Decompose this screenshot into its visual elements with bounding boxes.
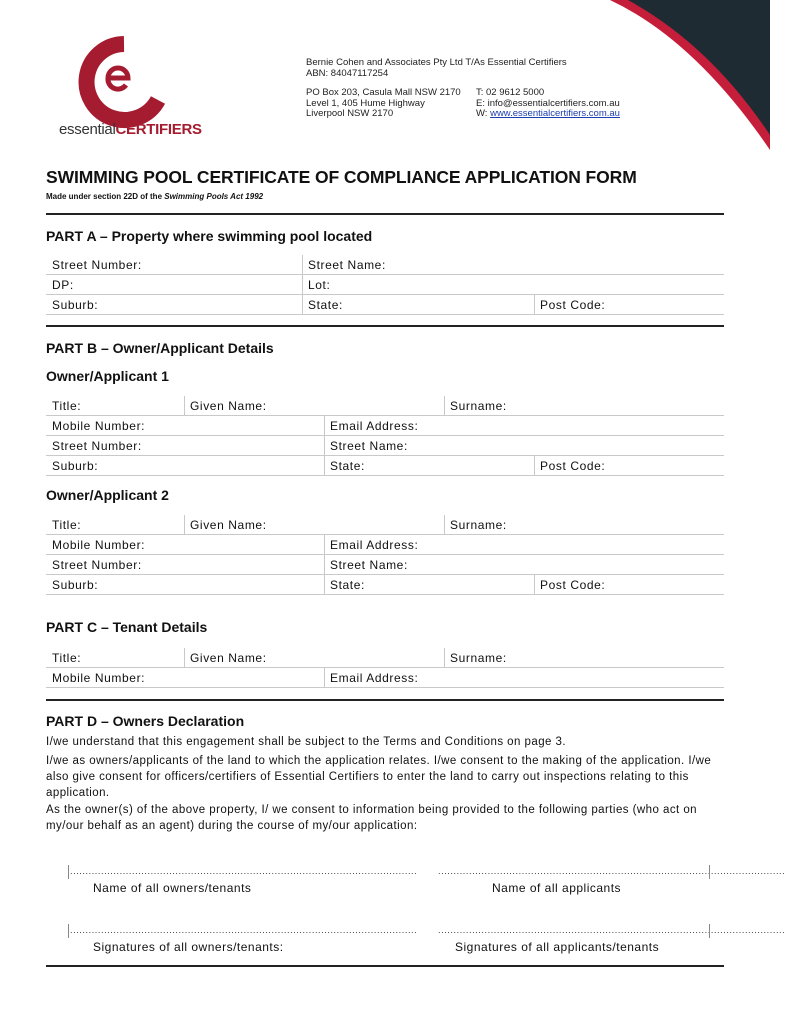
tenant-surname-field[interactable]: Surname: <box>450 651 507 665</box>
field-divider <box>444 515 445 534</box>
declaration-paragraph-1: I/we understand that this engagement shall be subject to the Terms and Conditions on page 3. <box>46 736 567 748</box>
field-divider <box>534 456 535 475</box>
form-title: SWIMMING POOL CERTIFICATE OF COMPLIANCE APPLICATION FORM <box>46 167 637 187</box>
part-c-heading: PART C – Tenant Details <box>46 619 208 635</box>
owner-1-surname-field[interactable]: Surname: <box>450 399 507 413</box>
owner-2-row-name <box>46 515 724 535</box>
field-divider <box>184 648 185 667</box>
field-divider <box>324 555 325 574</box>
field-corner-mark <box>709 865 710 879</box>
tenant-row-contact <box>46 668 724 688</box>
owner-1-post-code-field[interactable]: Post Code: <box>540 459 606 473</box>
part-a-row-street <box>46 255 724 275</box>
tenant-row-name <box>46 648 724 668</box>
owners-name-label: Name of all owners/tenants <box>93 881 252 895</box>
owner-2-post-code-field[interactable]: Post Code: <box>540 578 606 592</box>
applicants-name-line[interactable]: ................................................................................................................ <box>438 866 785 876</box>
field-divider <box>324 575 325 594</box>
field-divider <box>444 648 445 667</box>
state-field[interactable]: State: <box>308 298 343 312</box>
field-divider <box>324 456 325 475</box>
field-corner-mark <box>68 865 69 879</box>
section-divider <box>46 699 724 701</box>
company-name: Bernie Cohen and Associates Pty Ltd T/As Essential Certifiers <box>306 57 567 68</box>
contact-web-prefix: W: <box>476 108 491 119</box>
address-line-3: Liverpool NSW 2170 <box>306 108 394 119</box>
lot-field[interactable]: Lot: <box>308 278 331 292</box>
field-divider <box>534 295 535 314</box>
field-divider <box>302 255 303 274</box>
part-b-heading: PART B – Owner/Applicant Details <box>46 340 274 356</box>
field-divider <box>302 275 303 294</box>
owner-2-row-contact <box>46 535 724 555</box>
part-a-row-lot <box>46 275 724 295</box>
address-line-1: PO Box 203, Casula Mall NSW 2170 <box>306 87 461 98</box>
section-divider <box>46 965 724 967</box>
dp-field[interactable]: DP: <box>52 278 74 292</box>
owner-1-row-suburb <box>46 456 724 476</box>
owner-1-suburb-field[interactable]: Suburb: <box>52 459 99 473</box>
section-divider <box>46 213 724 215</box>
tenant-mobile-field[interactable]: Mobile Number: <box>52 671 146 685</box>
owner-1-row-contact <box>46 416 724 436</box>
contact-web <box>476 109 620 120</box>
applicants-signature-line[interactable]: ................................................................................................................ <box>438 925 785 935</box>
field-divider <box>302 295 303 314</box>
owner-2-heading: Owner/Applicant 2 <box>46 487 169 503</box>
owner-2-title-field[interactable]: Title: <box>52 518 82 532</box>
owner-2-email-field[interactable]: Email Address: <box>330 538 419 552</box>
owners-signature-label: Signatures of all owners/tenants: <box>93 940 284 954</box>
applicants-name-label: Name of all applicants <box>492 881 622 895</box>
legislation-act: Swimming Pools Act 1992 <box>164 192 264 201</box>
owner-2-mobile-field[interactable]: Mobile Number: <box>52 538 146 552</box>
declaration-paragraph-2: I/we as owners/applicants of the land to which the application relates. I/we consent to the making of the application. I/we also give consent for officers/certifiers of Essential Certifiers to enter the land to carry out inspections relating to this application. <box>46 755 712 799</box>
owner-1-row-name <box>46 396 724 416</box>
legislation-note <box>46 192 263 201</box>
owner-2-surname-field[interactable]: Surname: <box>450 518 507 532</box>
field-divider <box>324 535 325 554</box>
legislation-prefix: Made under section 22D of the <box>46 192 165 201</box>
section-divider <box>46 325 724 327</box>
field-divider <box>324 416 325 435</box>
address-line-2: Level 1, 405 Hume Highway <box>306 97 425 109</box>
owner-1-row-street <box>46 436 724 456</box>
contact-email: E: info@essentialcertifiers.com.au <box>476 97 620 109</box>
field-divider <box>324 668 325 687</box>
street-number-field[interactable]: Street Number: <box>52 258 142 272</box>
field-divider <box>534 575 535 594</box>
company-contact <box>476 88 620 120</box>
company-address <box>306 88 461 120</box>
part-a-row-suburb <box>46 295 724 315</box>
logo-word-essential: essential <box>59 121 116 138</box>
owner-2-street-number-field[interactable]: Street Number: <box>52 558 142 572</box>
tenant-title-field[interactable]: Title: <box>52 651 82 665</box>
street-name-field[interactable]: Street Name: <box>308 258 386 272</box>
owner-1-street-name-field[interactable]: Street Name: <box>330 439 408 453</box>
owner-1-street-number-field[interactable]: Street Number: <box>52 439 142 453</box>
owner-1-email-field[interactable]: Email Address: <box>330 419 419 433</box>
field-corner-mark <box>68 924 69 938</box>
corner-swoosh-graphic <box>600 0 770 160</box>
field-divider <box>184 396 185 415</box>
owners-name-line[interactable]: ................................................................................................................ <box>70 866 418 876</box>
field-divider <box>444 396 445 415</box>
owner-2-given-name-field[interactable]: Given Name: <box>190 518 267 532</box>
owner-1-heading: Owner/Applicant 1 <box>46 368 169 384</box>
owner-2-row-street <box>46 555 724 575</box>
owner-1-state-field[interactable]: State: <box>330 459 365 473</box>
owner-1-title-field[interactable]: Title: <box>52 399 82 413</box>
part-a-heading: PART A – Property where swimming pool located <box>46 228 373 244</box>
field-divider <box>184 515 185 534</box>
owner-2-street-name-field[interactable]: Street Name: <box>330 558 408 572</box>
company-identity <box>306 58 567 79</box>
owner-2-state-field[interactable]: State: <box>330 578 365 592</box>
part-d-heading: PART D – Owners Declaration <box>46 713 245 729</box>
owners-signature-line[interactable]: ................................................................................................................ <box>70 925 418 935</box>
logo-wordmark <box>59 121 202 138</box>
logo-word-certifiers: CERTIFIERS <box>115 121 202 138</box>
suburb-field[interactable]: Suburb: <box>52 298 99 312</box>
post-code-field[interactable]: Post Code: <box>540 298 606 312</box>
contact-phone: T: 02 9612 5000 <box>476 87 545 98</box>
declaration-paragraph-3: As the owner(s) of the above property, I/ we consent to information being provided to the following parties (who act on my/our behalf as an agent) during the course of my/our application: <box>46 804 698 832</box>
owner-1-mobile-field[interactable]: Mobile Number: <box>52 419 146 433</box>
tenant-email-field[interactable]: Email Address: <box>330 671 419 685</box>
tenant-given-name-field[interactable]: Given Name: <box>190 651 267 665</box>
applicants-signature-label: Signatures of all applicants/tenants <box>455 940 660 954</box>
company-abn: ABN: 84047117254 <box>306 67 389 79</box>
field-corner-mark <box>709 924 710 938</box>
owner-2-suburb-field[interactable]: Suburb: <box>52 578 99 592</box>
owner-2-row-suburb <box>46 575 724 595</box>
field-divider <box>324 436 325 455</box>
owner-1-given-name-field[interactable]: Given Name: <box>190 399 267 413</box>
website-link[interactable]: www.essentialcertifiers.com.au <box>490 108 620 119</box>
